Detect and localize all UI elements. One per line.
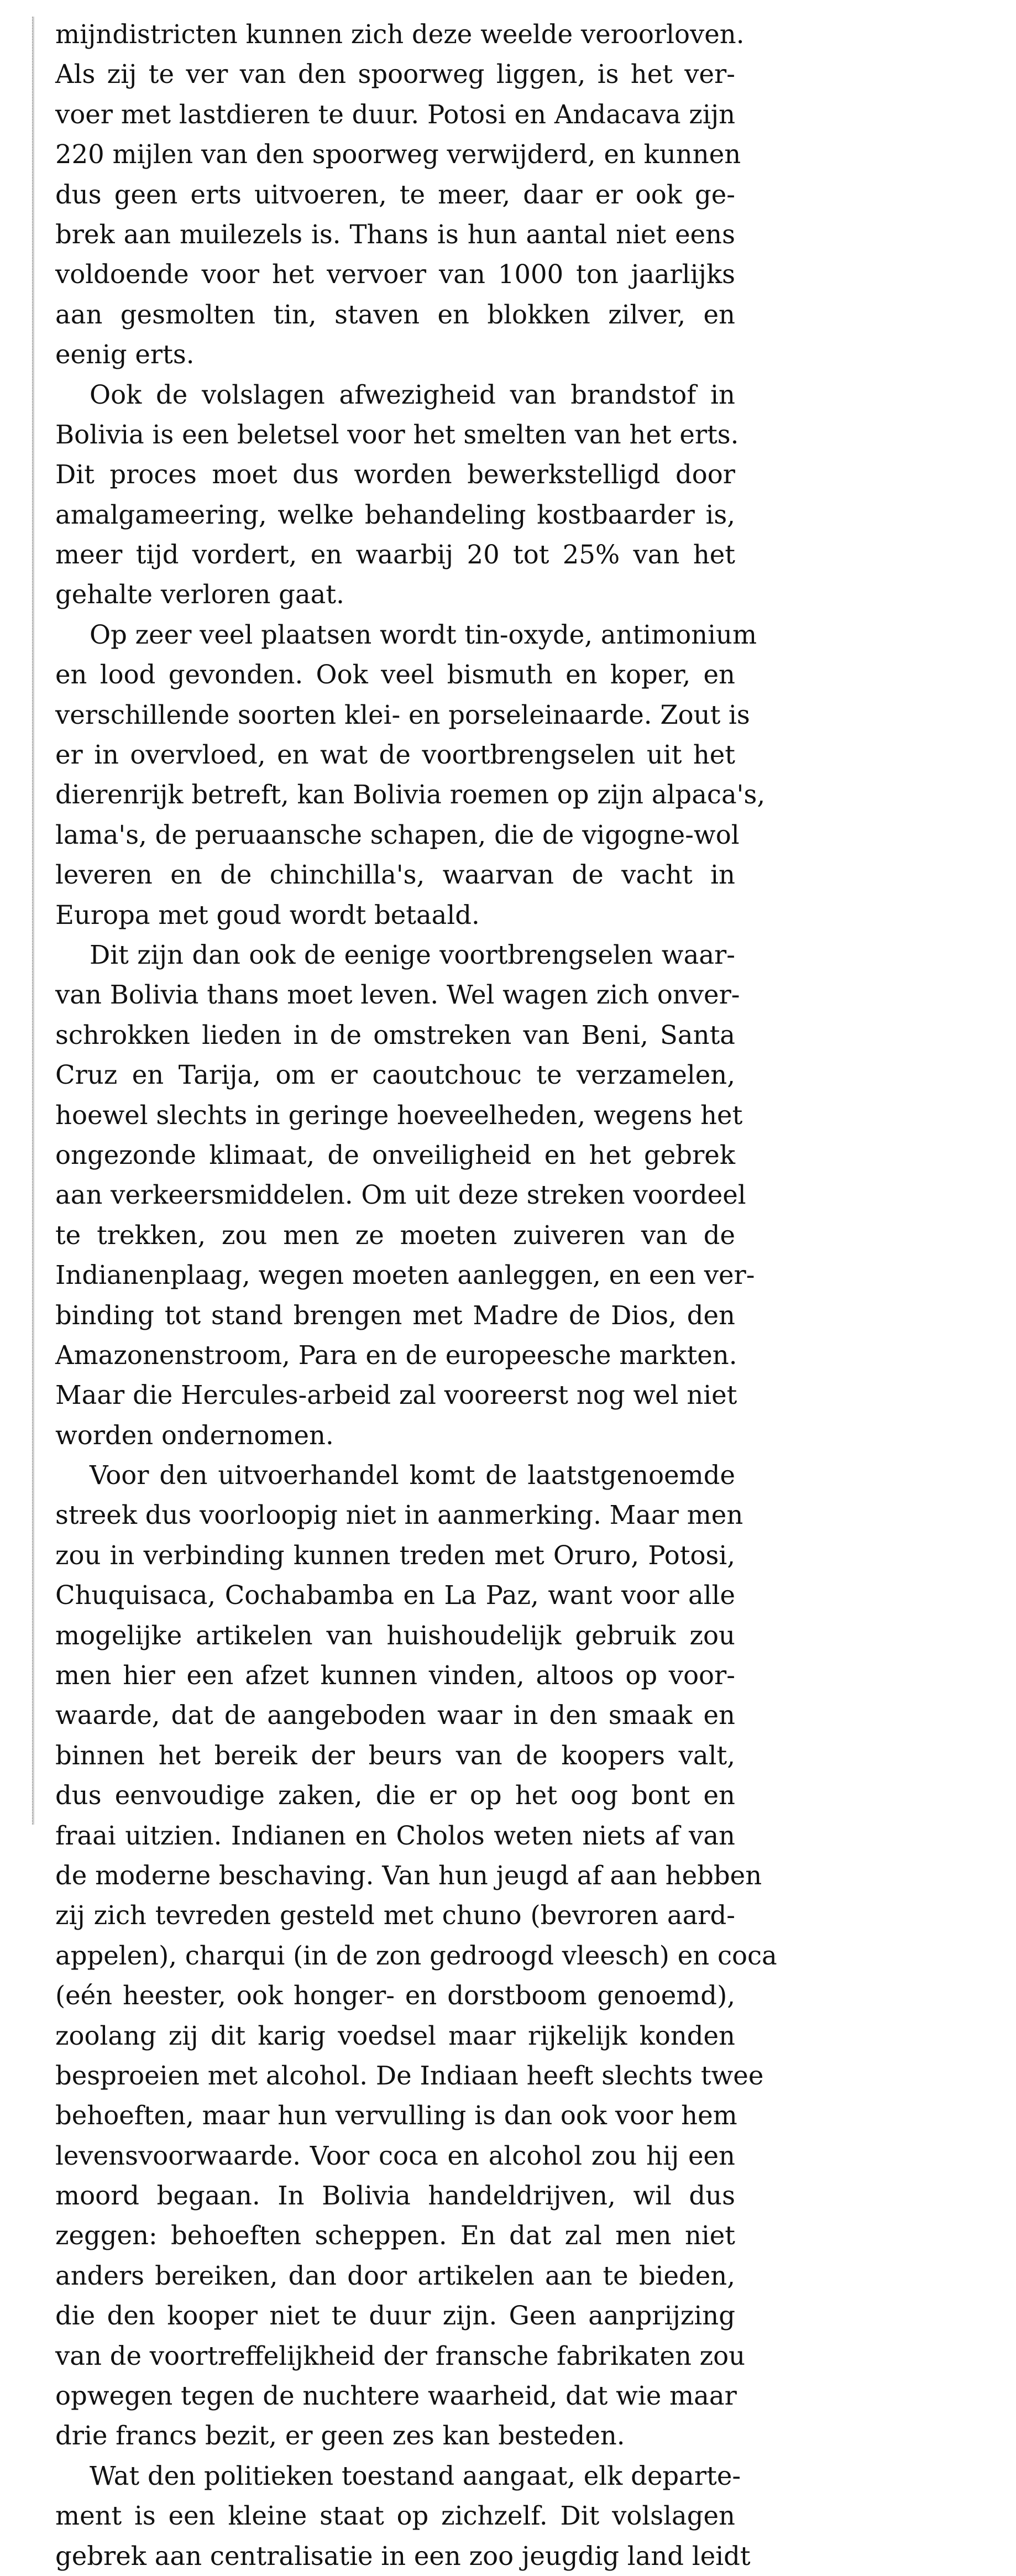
text-line: besproeien met alcohol. De Indiaan heeft slechts twee	[55, 2060, 764, 2091]
text-line: Europa met goud wordt betaald.	[55, 900, 480, 930]
text-line: Chuquisaca, Cochabamba en La Paz, want voor alle	[55, 1580, 735, 1611]
text-line: binding tot stand brengen met Madre de Dios, den	[55, 1300, 735, 1330]
text-line: brek aan muilezels is. Thans is hun aantal niet eens	[55, 219, 735, 249]
text-line: van Bolivia thans moet leven. Wel wagen zich onver-	[55, 980, 740, 1010]
text-line: Amazonenstroom, Para en de europeesche markten.	[55, 1340, 737, 1370]
text-line: men hier een afzet kunnen vinden, altoos op voor-	[55, 1660, 735, 1691]
margin-line	[32, 17, 34, 1825]
text-line: er in overvloed, en wat de voortbrengselen uit het	[55, 740, 735, 770]
text-line: fraai uitzien. Indianen en Cholos weten niets af van	[55, 1820, 735, 1851]
paragraph	[55, 2456, 751, 2576]
text-line: aan gesmolten tin, staven en blokken zilver, en	[55, 299, 735, 330]
text-line: mijndistricten kunnen zich deze weelde veroorloven.	[55, 19, 745, 49]
body-text	[55, 14, 777, 2576]
text-line: meer tijd vordert, en waarbij 20 tot 25% van het	[55, 540, 735, 570]
text-line: gehalte verloren gaat.	[55, 579, 344, 610]
text-line: Als zij te ver van den spoorweg liggen, is het ver-	[55, 59, 735, 90]
text-line: die den kooper niet te duur zijn. Geen aanprijzing	[55, 2301, 735, 2331]
text-line: eenig erts.	[55, 339, 195, 370]
text-line: worden ondernomen.	[55, 1420, 334, 1450]
text-line: opwegen tegen de nuchtere waarheid, dat wie maar	[55, 2381, 737, 2411]
text-line: Ook de volslagen afwezigheid van brandstof in	[90, 379, 735, 410]
text-line: moord begaan. In Bolivia handeldrijven, wil dus	[55, 2181, 735, 2211]
text-line: amalgameering, welke behandeling kostbaarder is,	[55, 499, 735, 530]
text-line: verschillende soorten klei- en porseleinaarde. Zout is	[55, 699, 750, 730]
text-line: lama's, de peruaansche schapen, die de vigogne-wol	[55, 819, 740, 850]
text-line: Maar die Hercules-arbeid zal vooreerst nog wel niet	[55, 1380, 737, 1410]
text-line: aan verkeersmiddelen. Om uit deze streken voordeel	[55, 1180, 746, 1210]
text-line: dus geen erts uitvoeren, te meer, daar er ook ge-	[55, 179, 735, 210]
text-line: hoewel slechts in geringe hoeveelheden, wegens het	[55, 1100, 743, 1130]
text-line: behoeften, maar hun vervulling is dan ook voor hem	[55, 2100, 737, 2131]
text-line: voldoende voor het vervoer van 1000 ton jaarlijks	[55, 259, 735, 290]
text-line: Wat den politieken toestand aangaat, elk departe-	[90, 2460, 741, 2491]
text-line: voer met lastdieren te duur. Potosi en Andacava zijn	[55, 99, 736, 129]
text-line: anders bereiken, dan door artikelen aan te bieden,	[55, 2260, 735, 2291]
text-line: waarde, dat de aangeboden waar in den smaak en	[55, 1700, 735, 1731]
text-line: ment is een kleine staat op zichzelf. Dit volslagen	[55, 2501, 735, 2531]
text-line: Bolivia is een beletsel voor het smelten van het erts.	[55, 419, 739, 450]
text-line: Cruz en Tarija, om er caoutchouc te verzamelen,	[55, 1060, 735, 1090]
text-line: 220 mijlen van den spoorweg verwijderd, en kunnen	[55, 139, 741, 170]
paragraph	[55, 14, 745, 375]
text-line: leveren en de chinchilla's, waarvan de vacht in	[55, 860, 735, 890]
text-line: de moderne beschaving. Van hun jeugd af aan hebben	[55, 1860, 762, 1890]
text-line: zij zich tevreden gesteld met chuno (bevroren aard-	[55, 1900, 735, 1931]
text-line: te trekken, zou men ze moeten zuiveren van de	[55, 1220, 735, 1250]
text-line: zeggen: behoeften scheppen. En dat zal men niet	[55, 2220, 735, 2251]
text-line: zou in verbinding kunnen treden met Oruro, Potosi,	[55, 1540, 735, 1570]
text-line: schrokken lieden in de omstreken van Beni, Santa	[55, 1020, 735, 1050]
paragraph	[55, 1455, 777, 2456]
text-line: en lood gevonden. Ook veel bismuth en koper, en	[55, 660, 735, 690]
text-line: Op zeer veel plaatsen wordt tin-oxyde, antimonium	[90, 619, 757, 650]
text-line: appelen), charqui (in de zon gedroogd vleesch) en coca	[55, 1940, 777, 1971]
text-line: levensvoorwaarde. Voor coca en alcohol zou hij een	[55, 2140, 735, 2171]
text-line: (eén heester, ook honger- en dorstboom genoemd),	[55, 1981, 735, 2011]
paragraph	[55, 615, 766, 935]
text-line: streek dus voorloopig niet in aanmerking. Maar men	[55, 1500, 743, 1530]
paragraph	[55, 375, 739, 615]
text-line: Dit zijn dan ook de eenige voortbrengselen waar-	[90, 939, 735, 970]
text-line: dierenrijk betreft, kan Bolivia roemen op zijn alpaca's,	[55, 780, 766, 810]
text-line: zoolang zij dit karig voedsel maar rijkelijk konden	[55, 2020, 735, 2051]
text-line: drie francs bezit, er geen zes kan besteden.	[55, 2421, 625, 2451]
text-line: Indianenplaag, wegen moeten aanleggen, en een ver-	[55, 1260, 755, 1290]
paragraph	[55, 935, 755, 1455]
text-line: ongezonde klimaat, de onveiligheid en het gebrek	[55, 1140, 735, 1170]
text-line: Voor den uitvoerhandel komt de laatstgenoemde	[90, 1460, 735, 1491]
text-line: gebrek aan centralisatie in een zoo jeugdig land leidt	[55, 2541, 751, 2571]
text-line: dus eenvoudige zaken, die er op het oog bont en	[55, 1780, 735, 1811]
text-line: binnen het bereik der beurs van de koopers valt,	[55, 1740, 735, 1770]
text-line: mogelijke artikelen van huishoudelijk gebruik zou	[55, 1620, 735, 1650]
text-line: Dit proces moet dus worden bewerkstelligd door	[55, 459, 735, 490]
text-line: van de voortreffelijkheid der fransche fabrikaten zou	[55, 2340, 746, 2371]
